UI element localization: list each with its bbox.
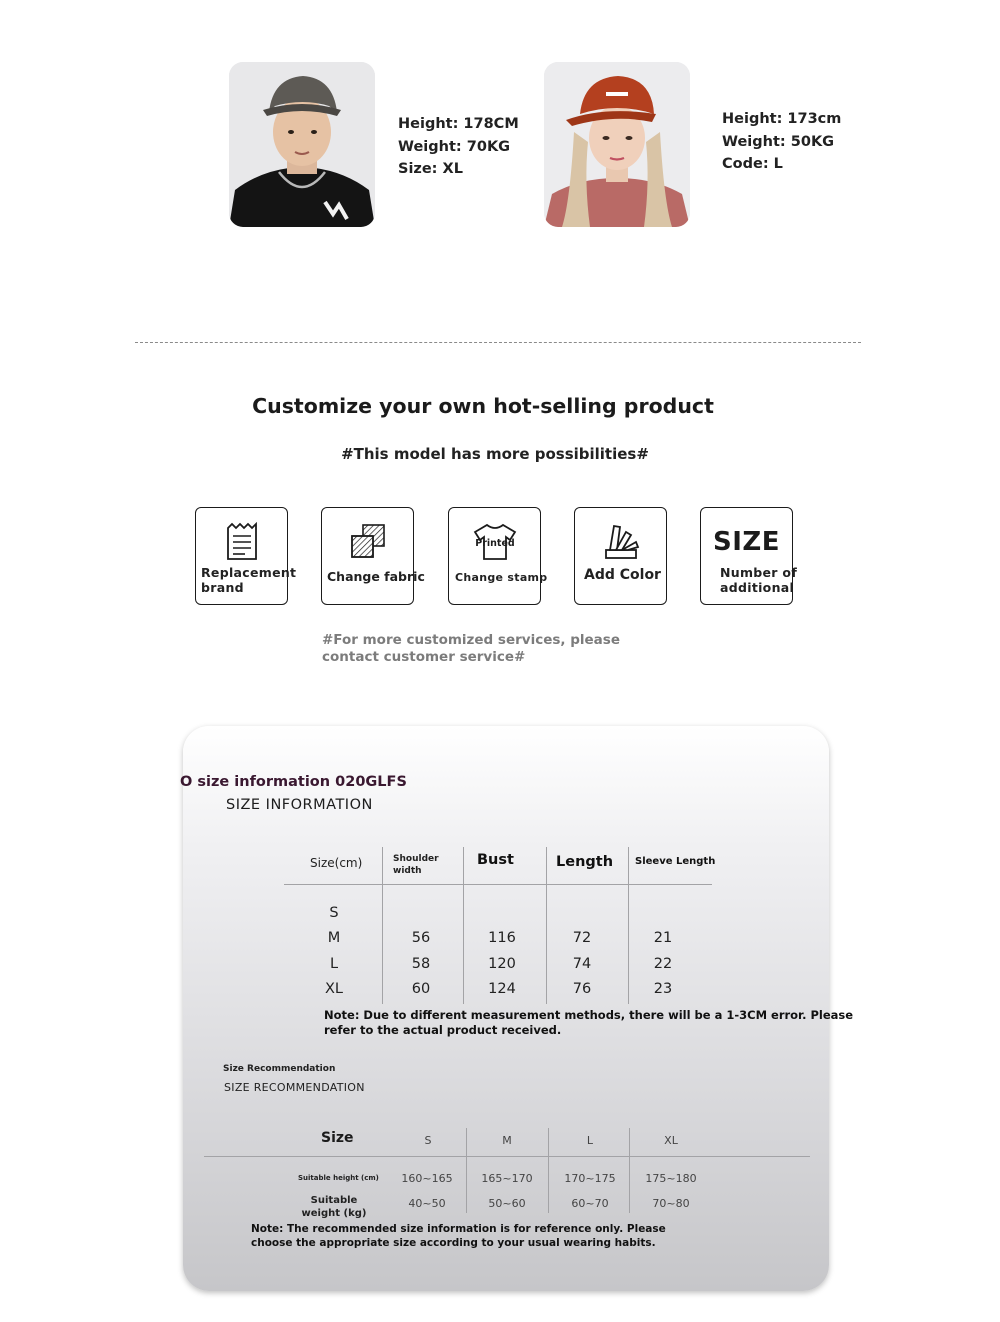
rec-weight-l: 60~70 bbox=[571, 1197, 609, 1210]
cell-sleeve: 23 bbox=[653, 981, 673, 997]
rec-height-m: 165~170 bbox=[481, 1172, 533, 1185]
measurement-note-line2: refer to the actual product received. bbox=[324, 1023, 562, 1037]
female-model-specs bbox=[722, 108, 841, 176]
contact-note-line2: contact customer service# bbox=[322, 649, 526, 665]
cell-size: S bbox=[329, 905, 339, 921]
tshirt-icon-text: Printed bbox=[474, 538, 515, 549]
rec-height-l: 170~175 bbox=[564, 1172, 616, 1185]
male-model-size: Size: XL bbox=[398, 161, 463, 177]
cell-size: L bbox=[329, 956, 339, 972]
female-model-weight: Weight: 50KG bbox=[722, 133, 835, 150]
fabric-swatch-icon bbox=[348, 522, 388, 562]
header-bust: Bust bbox=[477, 852, 514, 868]
recommendation-note-line2: choose the appropriate size according to your usual wearing habits. bbox=[251, 1237, 656, 1249]
female-model-photo bbox=[544, 62, 690, 227]
cell-length: 74 bbox=[572, 956, 592, 972]
rec-weight-s: 40~50 bbox=[408, 1197, 446, 1210]
card-size bbox=[700, 507, 798, 605]
card-change-stamp bbox=[448, 507, 548, 605]
card-label: Change stamp bbox=[455, 571, 548, 584]
cell-sleeve: 22 bbox=[653, 956, 673, 972]
card-label: Change fabric bbox=[327, 569, 425, 584]
rec-weight-m: 50~60 bbox=[488, 1197, 526, 1210]
cell-size: XL bbox=[324, 981, 343, 997]
female-model-height: Height: 173cm bbox=[722, 111, 842, 127]
section-divider bbox=[135, 342, 861, 343]
document-icon bbox=[225, 522, 259, 562]
rec-column-divider bbox=[548, 1128, 549, 1213]
measurement-note-line1: Note: Due to different measurement methods, there will be a 1-3CM error. Please bbox=[324, 1008, 854, 1022]
column-divider bbox=[546, 847, 547, 1004]
cell-shoulder: 60 bbox=[411, 981, 431, 997]
male-model-weight: Weight: 70KG bbox=[398, 138, 511, 155]
rec-height-s: 160~165 bbox=[401, 1172, 453, 1185]
contact-note bbox=[322, 632, 620, 666]
card-replacement-brand bbox=[195, 507, 297, 605]
male-model-height: Height: 178CM bbox=[398, 116, 519, 132]
tshirt-icon bbox=[473, 522, 517, 562]
recommendation-note bbox=[251, 1222, 666, 1250]
cell-size: M bbox=[327, 930, 341, 946]
color-palette-icon bbox=[600, 522, 642, 562]
contact-note-line1: #For more customized services, please bbox=[322, 632, 620, 648]
cell-shoulder: 56 bbox=[411, 930, 431, 946]
rec-weight-label bbox=[300, 1194, 368, 1220]
rec-size-m: M bbox=[502, 1134, 512, 1147]
measurement-note bbox=[324, 1008, 853, 1038]
rec-height-xl: 175~180 bbox=[645, 1172, 697, 1185]
size-info-subtitle: SIZE INFORMATION bbox=[226, 797, 373, 813]
card-add-color bbox=[574, 507, 667, 605]
rec-size-s: S bbox=[424, 1134, 432, 1147]
male-model-specs bbox=[398, 113, 519, 181]
card-label-line1: Number of bbox=[720, 565, 798, 580]
rec-weight-xl: 70~80 bbox=[652, 1197, 690, 1210]
cell-length: 72 bbox=[572, 930, 592, 946]
card-label-line2: additional bbox=[720, 580, 795, 595]
rec-size-label: Size bbox=[321, 1130, 354, 1146]
rec-size-xl: XL bbox=[664, 1134, 678, 1147]
rec-column-divider bbox=[466, 1128, 467, 1213]
cell-shoulder: 58 bbox=[411, 956, 431, 972]
customize-title: Customize your own hot-selling product bbox=[252, 394, 714, 418]
card-change-fabric bbox=[321, 507, 425, 605]
header-shoulder bbox=[393, 853, 439, 877]
cell-sleeve: 21 bbox=[653, 930, 673, 946]
cell-length: 76 bbox=[572, 981, 592, 997]
cell-bust: 116 bbox=[488, 930, 516, 946]
rec-header-divider bbox=[204, 1156, 810, 1157]
rec-weight-label-line1: Suitable bbox=[310, 1195, 358, 1206]
table-header-divider bbox=[284, 884, 712, 885]
header-size: Size(cm) bbox=[310, 856, 363, 870]
card-label-line2: brand bbox=[201, 580, 244, 595]
column-divider bbox=[628, 847, 629, 1004]
card-label-line1: Replacement bbox=[201, 565, 297, 580]
column-divider bbox=[463, 847, 464, 1004]
rec-column-divider bbox=[629, 1128, 630, 1213]
column-divider bbox=[382, 847, 383, 1004]
size-icon: SIZE bbox=[712, 527, 780, 557]
header-length: Length bbox=[556, 854, 614, 870]
size-info-title: O size information 020GLFS bbox=[180, 774, 407, 790]
cell-bust: 120 bbox=[488, 956, 516, 972]
cell-bust: 124 bbox=[488, 981, 516, 997]
size-rec-subtitle: SIZE RECOMMENDATION bbox=[224, 1081, 365, 1094]
rec-weight-label-line2: weight (kg) bbox=[301, 1208, 367, 1219]
female-model-code: Code: L bbox=[722, 156, 783, 172]
recommendation-note-line1: Note: The recommended size information is for reference only. Please bbox=[251, 1223, 666, 1235]
card-label: Add Color bbox=[584, 567, 661, 583]
header-sleeve: Sleeve Length bbox=[635, 856, 716, 867]
header-shoulder-line2: width bbox=[393, 866, 422, 876]
rec-size-l: L bbox=[586, 1134, 594, 1147]
customize-subtitle: #This model has more possibilities# bbox=[341, 445, 649, 463]
rec-height-label: Suitable height (cm) bbox=[298, 1174, 379, 1182]
header-shoulder-line1: Shoulder bbox=[393, 854, 439, 864]
size-rec-title: Size Recommendation bbox=[223, 1064, 336, 1074]
male-model-photo bbox=[229, 62, 375, 227]
